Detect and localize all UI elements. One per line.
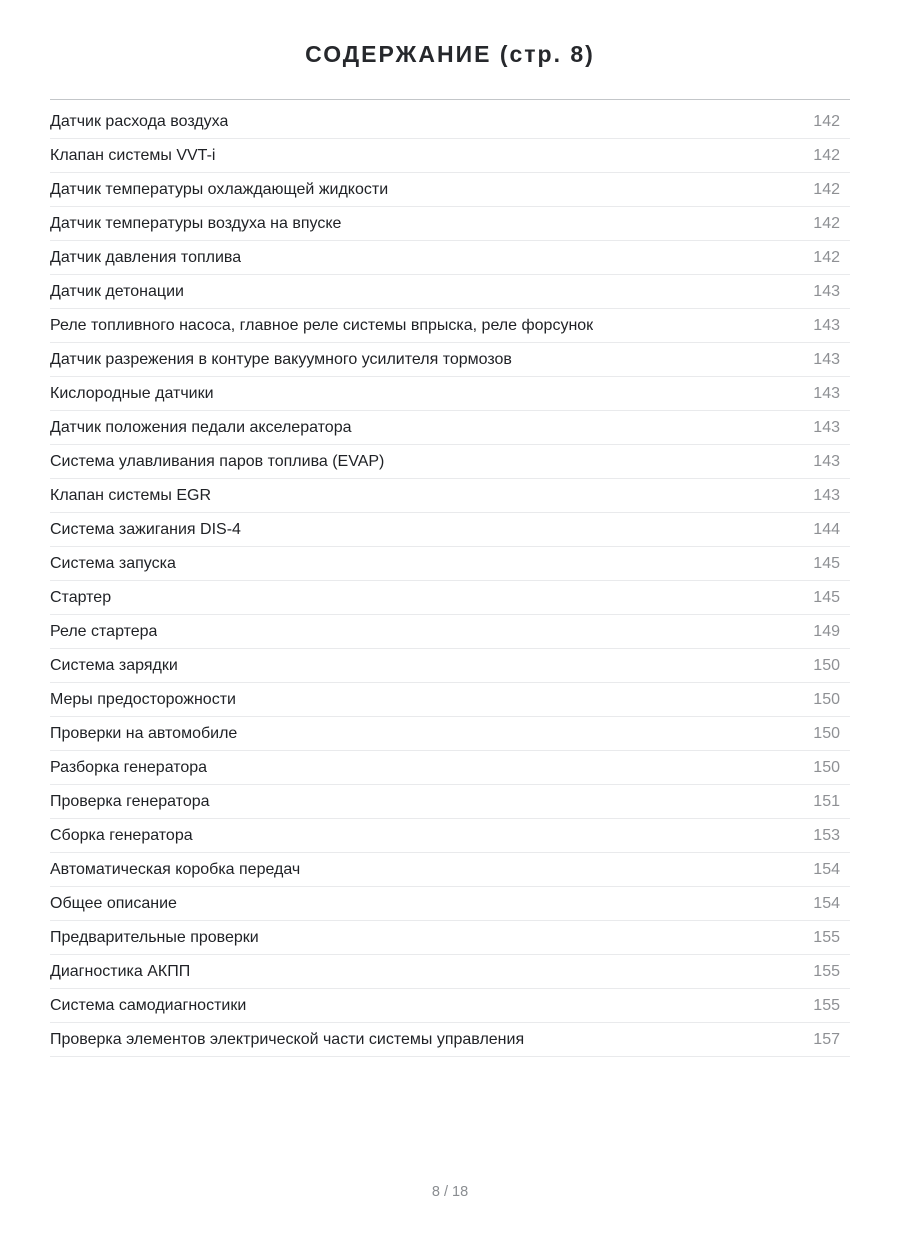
toc-entry-title: Система улавливания паров топлива (EVAP) xyxy=(50,452,385,470)
toc-entry-title: Датчик давления топлива xyxy=(50,248,242,266)
toc-page xyxy=(0,41,900,1241)
toc-entry[interactable] xyxy=(50,513,850,547)
toc-entry-title: Меры предосторожности xyxy=(50,690,236,708)
toc-entry-title: Кислородные датчики xyxy=(50,384,214,402)
toc-entry-title: Проверки на автомобиле xyxy=(50,724,238,742)
toc-entry-page-number: 154 xyxy=(813,860,840,878)
toc-entry[interactable] xyxy=(50,275,850,309)
toc-entry[interactable] xyxy=(50,445,850,479)
toc-entry-page-number: 150 xyxy=(813,758,840,776)
toc-entry-title: Датчик расхода воздуха xyxy=(50,112,229,130)
toc-entry-title: Реле стартера xyxy=(50,622,158,640)
toc-entry-title: Система самодиагностики xyxy=(50,996,247,1014)
toc-entry-title: Датчик температуры охлаждающей жидкости xyxy=(50,180,389,198)
toc-entry[interactable] xyxy=(50,989,850,1023)
toc-entry-page-number: 145 xyxy=(813,554,840,572)
toc-entry-page-number: 143 xyxy=(813,486,840,504)
toc-entry-page-number: 149 xyxy=(813,622,840,640)
toc-entry-title: Автоматическая коробка передач xyxy=(50,860,301,878)
toc-entry-page-number: 155 xyxy=(813,928,840,946)
toc-entry-page-number: 142 xyxy=(813,248,840,266)
toc-entry-title: Сборка генератора xyxy=(50,826,193,844)
toc-entry[interactable] xyxy=(50,105,850,139)
toc-entry[interactable] xyxy=(50,955,850,989)
toc-entry[interactable] xyxy=(50,377,850,411)
toc-entry[interactable] xyxy=(50,819,850,853)
toc-entry[interactable] xyxy=(50,241,850,275)
toc-entry-title: Система зарядки xyxy=(50,656,178,674)
toc-entry[interactable] xyxy=(50,411,850,445)
toc-entry-page-number: 142 xyxy=(813,112,840,130)
toc-entry[interactable] xyxy=(50,343,850,377)
toc-entry[interactable] xyxy=(50,547,850,581)
toc-entry-title: Система зажигания DIS-4 xyxy=(50,520,241,538)
toc-entry-title: Диагностика АКПП xyxy=(50,962,191,980)
toc-entry-title: Датчик детонации xyxy=(50,282,184,300)
toc-entry-page-number: 157 xyxy=(813,1030,840,1048)
toc-entry-page-number: 151 xyxy=(813,792,840,810)
toc-entry-title: Датчик температуры воздуха на впуске xyxy=(50,214,342,232)
toc-entry-page-number: 150 xyxy=(813,690,840,708)
toc-entry-page-number: 144 xyxy=(813,520,840,538)
toc-entry[interactable] xyxy=(50,1023,850,1057)
toc-entry[interactable] xyxy=(50,785,850,819)
toc-entry-title: Реле топливного насоса, главное реле системы впрыска, реле форсунок xyxy=(50,316,594,334)
toc-entry-page-number: 142 xyxy=(813,180,840,198)
toc-entry-page-number: 142 xyxy=(813,146,840,164)
toc-entry-page-number: 143 xyxy=(813,282,840,300)
toc-entry[interactable] xyxy=(50,751,850,785)
toc-entry[interactable] xyxy=(50,479,850,513)
toc-entry-page-number: 150 xyxy=(813,656,840,674)
toc-entry[interactable] xyxy=(50,717,850,751)
toc-entry-page-number: 143 xyxy=(813,418,840,436)
toc-entry[interactable] xyxy=(50,207,850,241)
toc-entry-page-number: 155 xyxy=(813,962,840,980)
toc-entry-title: Клапан системы EGR xyxy=(50,486,211,504)
toc-entry[interactable] xyxy=(50,921,850,955)
toc-entry[interactable] xyxy=(50,649,850,683)
toc-entry-title: Датчик разрежения в контуре вакуумного усилителя тормозов xyxy=(50,350,512,368)
toc-entry-title: Стартер xyxy=(50,588,112,606)
toc-entry-title: Проверка генератора xyxy=(50,792,210,810)
toc-entry-page-number: 155 xyxy=(813,996,840,1014)
toc-entry[interactable] xyxy=(50,173,850,207)
toc-entry-page-number: 143 xyxy=(813,350,840,368)
page-number-indicator: 8 / 18 xyxy=(431,1184,469,1200)
toc-entry-page-number: 143 xyxy=(813,452,840,470)
toc-entry-title: Система запуска xyxy=(50,554,176,572)
toc-entry[interactable] xyxy=(50,309,850,343)
toc-entry-title: Разборка генератора xyxy=(50,758,208,776)
toc-entry[interactable] xyxy=(50,139,850,173)
toc-entry-title: Датчик положения педали акселератора xyxy=(50,418,352,436)
page-title: СОДЕРЖАНИЕ (стр. 8) xyxy=(305,41,595,67)
toc-entry-title: Проверка элементов электрической части системы управления xyxy=(50,1030,525,1048)
toc-entry-page-number: 145 xyxy=(813,588,840,606)
toc-entry[interactable] xyxy=(50,683,850,717)
toc-entry-page-number: 150 xyxy=(813,724,840,742)
toc-entry[interactable] xyxy=(50,615,850,649)
toc-entry-page-number: 143 xyxy=(813,384,840,402)
title-divider xyxy=(50,99,850,100)
toc-entry-title: Клапан системы VVT-i xyxy=(50,146,216,164)
toc-list xyxy=(50,105,850,1057)
toc-entry-page-number: 143 xyxy=(813,316,840,334)
toc-entry-title: Предварительные проверки xyxy=(50,928,259,946)
toc-entry[interactable] xyxy=(50,581,850,615)
toc-entry-page-number: 153 xyxy=(813,826,840,844)
toc-entry-page-number: 142 xyxy=(813,214,840,232)
toc-entry-page-number: 154 xyxy=(813,894,840,912)
toc-entry-title: Общее описание xyxy=(50,894,177,912)
toc-entry[interactable] xyxy=(50,853,850,887)
toc-entry[interactable] xyxy=(50,887,850,921)
